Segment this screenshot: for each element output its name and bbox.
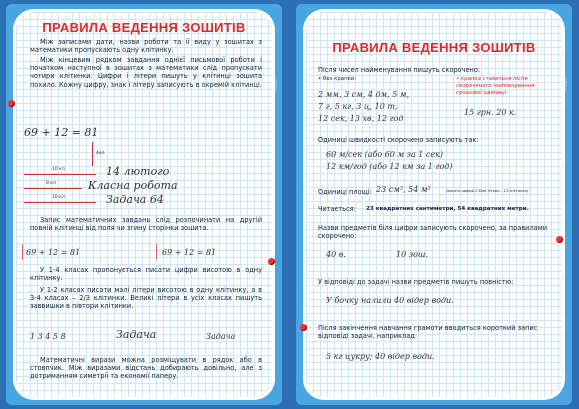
reads-label: Читається: <box>318 205 356 213</box>
decor-ball-icon <box>300 324 307 331</box>
left-paragraph-6: Математичні вирази можна розміщувати в рядок або в стовпчик. Між виразами відстань добирають довільно, але з дотриманням симетрії та економії паперу. <box>30 356 262 381</box>
right-intro: Після чисел найменування пишуть скорочено: <box>318 66 481 74</box>
decor-ball-icon <box>268 258 275 265</box>
right-title: ПРАВИЛА ВЕДЕННЯ ЗОШИТІВ <box>332 40 536 55</box>
money-sample: 15 грн. 20 к. <box>464 108 517 117</box>
arrow-4-cells <box>92 142 93 166</box>
decor-ball-icon <box>556 236 563 243</box>
example-a: 69 + 12 = 81 <box>26 248 81 257</box>
arrow-10-cells-bottom <box>24 202 96 203</box>
margin-line-b <box>156 244 157 260</box>
left-paragraph-4: У 1-4 класах пропонується писати цифри висотою в одну клітинку. <box>30 266 262 283</box>
class-work-line: Класна робота <box>88 179 178 192</box>
margin-line-a <box>22 244 23 260</box>
decor-ball-icon <box>8 100 15 107</box>
short-sample: 5 кг цукру; 40 відер води. <box>326 352 435 361</box>
area-label: Одиниці площі: <box>318 188 372 196</box>
speed-line-1: 60 м/сек (або 60 м за 1 сек) <box>326 150 444 159</box>
no-dot-label: • без крапки: <box>318 76 357 82</box>
example-top: 69 + 12 = 81 <box>24 126 99 139</box>
speed-intro: Одиниці швидкості скорочено записують так: <box>318 136 479 144</box>
left-poster <box>6 4 282 405</box>
full-intro: У відповіді до задачі назви предметів пишуть повністю: <box>318 278 514 286</box>
area-note: (висота цифри 2 біля літери - 1/2 клітинки). <box>446 189 530 193</box>
label-4-cells: 4кл <box>96 151 105 156</box>
units-line-2: 7 г, 5 кг, 3 ц, 10 т, <box>318 102 398 111</box>
left-title: ПРАВИЛА ВЕДЕННЯ ЗОШИТІВ <box>42 20 246 35</box>
digits-sample: 1 3 4 5 8 <box>30 332 66 341</box>
units-line-3: 12 сек, 13 хв, 12 год <box>318 114 404 123</box>
left-paragraph-5: У 1-2 класах писати малі літери висотою в одну клітинку, а в 3-4 класах – 2/3 клітинки. Великі літери в усіх класах пишуть заввишки в півтори клітинки. <box>30 286 262 311</box>
example-b: 69 + 12 = 81 <box>162 248 217 257</box>
word-sample-2: Задача <box>206 332 236 341</box>
left-paragraph-3: Запис математичних завдань слід розпочинати на другій повній клітинці від поля чи згину сторінки зошита. <box>30 216 262 233</box>
right-sheet <box>306 12 562 397</box>
left-paragraph-2: Між кінцевим рядком завдання однієї письмової роботи і початком наступної в зошитах з математики слід пропускати чотири клітинки. Цифри і літери пишуть у клітинці зошита похило. Кожну цифру, знак і літеру записують в окремій клітинці. <box>30 56 262 89</box>
right-poster <box>296 4 572 405</box>
word-sample-1: Задача <box>116 328 157 341</box>
task-line: Задача 64 <box>106 193 164 206</box>
names-sample-2: 10 зош. <box>396 250 429 259</box>
names-sample-1: 40 в. <box>326 250 346 259</box>
units-line-1: 2 мм, 3 см, 4 дм, 5 м, <box>318 90 410 99</box>
left-paragraph-1: Між записами дати, назви роботи та її виду у зошитах з математики пропускають одну клітинку. <box>30 38 262 55</box>
label-10-cells-bottom: 10 кл <box>52 195 65 200</box>
left-sheet <box>16 12 272 397</box>
date-line: 14 лютого <box>106 165 170 178</box>
reads-value: 23 квадратних сантиметри, 54 квадратних метри. <box>366 206 529 212</box>
arrow-10-cells-top <box>24 174 96 175</box>
full-sample: У бочку налили 40 відер води. <box>326 296 454 305</box>
label-8-cells: 8 кл <box>46 181 56 186</box>
area-value: 23 см², 54 м² <box>376 185 431 194</box>
dot-note: • крапка ставиться після скороченого найменування грошової одиниці: <box>456 76 535 96</box>
speed-line-2: 12 км/год (або 12 км за 1 год) <box>326 162 453 171</box>
arrow-8-cells <box>24 188 82 189</box>
names-intro: Назви предметів біля цифри записують скорочено, за правилами скорочено: <box>318 224 547 241</box>
short-intro: Після закінчення навчання грамоти вводиться короткий запис відповіді задачі, наприклад: <box>318 324 538 341</box>
label-10-cells-top: 10 кл <box>52 167 65 172</box>
